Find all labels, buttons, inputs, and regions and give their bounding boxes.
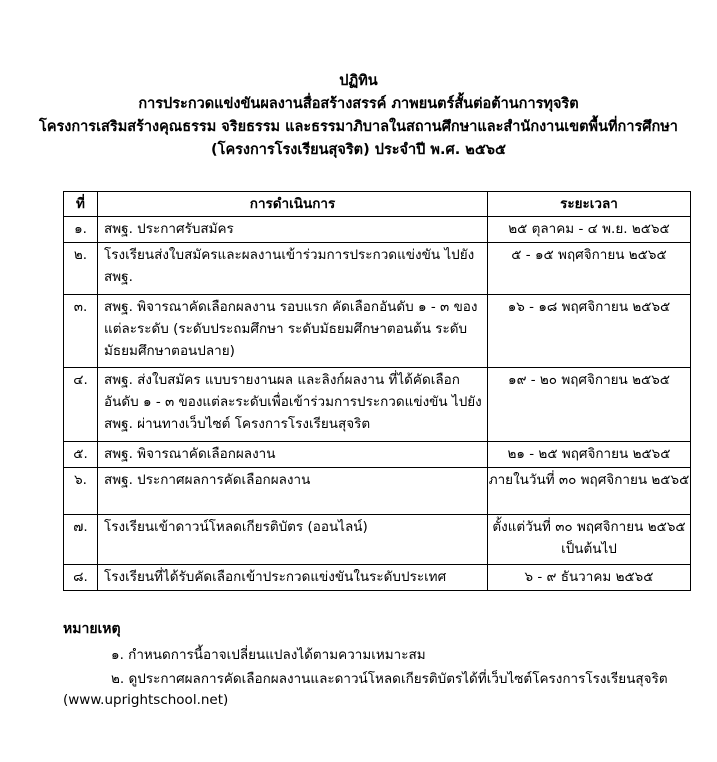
note-item-2-website: (www.uprightschool.net) bbox=[63, 692, 229, 708]
row-period: ๑๖ - ๑๘ พฤศจิกายน ๒๕๖๕ bbox=[488, 295, 691, 368]
project-year: (โครงการโรงเรียนสุจริต) ประจำปี พ.ศ. ๒๕๖๕ bbox=[211, 142, 506, 158]
schedule-table bbox=[63, 191, 691, 591]
table-header-row bbox=[64, 192, 691, 217]
row-period: ตั้งแต่วันที่ ๓๐ พฤศจิกายน ๒๕๖๕ เป็นต้นไป bbox=[488, 515, 691, 565]
row-activity: สพฐ. ส่งใบสมัคร แบบรายงานผล และลิงก์ผลงาน ที่ได้คัดเลือก อันดับ ๑ - ๓ ของแต่ละระดับเพื่อเข้าร่วมการประกวดแข่งขัน ไปยัง สพฐ. ผ่านทางเว็บไซต์ โครงการโรงเรียนสุจริต bbox=[98, 368, 488, 442]
table-row bbox=[64, 468, 691, 515]
project-name: โครงการเสริมสร้างคุณธรรม จริยธรรม และธรรมาภิบาลในสถานศึกษาและสำนักงานเขตพื้นที่การศึกษา bbox=[39, 119, 678, 135]
row-activity: สพฐ. ประกาศรับสมัคร bbox=[98, 217, 488, 243]
row-number: ๘. bbox=[64, 565, 98, 591]
row-number: ๗. bbox=[64, 515, 98, 565]
row-period: ๖ - ๙ ธันวาคม ๒๕๖๕ bbox=[488, 565, 691, 591]
row-number: ๔. bbox=[64, 368, 98, 442]
row-number: ๕. bbox=[64, 442, 98, 468]
row-number: ๒. bbox=[64, 243, 98, 295]
row-period: ๒๑ - ๒๕ พฤศจิกายน ๒๕๖๕ bbox=[488, 442, 691, 468]
table-row bbox=[64, 565, 691, 591]
table-row bbox=[64, 515, 691, 565]
header-number: ที่ bbox=[64, 192, 98, 217]
table-row bbox=[64, 295, 691, 368]
row-period: ภายในวันที่ ๓๐ พฤศจิกายน ๒๕๖๕ bbox=[488, 468, 691, 515]
table-row bbox=[64, 217, 691, 243]
header-activity: การดำเนินการ bbox=[98, 192, 488, 217]
document-title: ปฏิทิน bbox=[339, 73, 378, 89]
note-item-2: ๒. ดูประกาศผลการคัดเลือกผลงานและดาวน์โหลดเกียรติบัตรได้ที่เว็บไซต์โครงการโรงเรียนสุจริต bbox=[111, 671, 668, 687]
table-row bbox=[64, 368, 691, 442]
document-subtitle: การประกวดแข่งขันผลงานสื่อสร้างสรรค์ ภาพยนตร์สั้นต่อต้านการทุจริต bbox=[138, 96, 579, 112]
row-activity: โรงเรียนที่ได้รับคัดเลือกเข้าประกวดแข่งขันในระดับประเทศ bbox=[98, 565, 488, 591]
row-number: ๖. bbox=[64, 468, 98, 515]
row-activity: สพฐ. พิจารณาคัดเลือกผลงาน รอบแรก คัดเลือกอันดับ ๑ - ๓ ของแต่ละระดับ (ระดับประถมศึกษา ระดับมัธยมศึกษาตอนต้น ระดับมัธยมศึกษาตอนปลาย) bbox=[98, 295, 488, 368]
row-activity: โรงเรียนเข้าดาวน์โหลดเกียรติบัตร (ออนไลน์) bbox=[98, 515, 488, 565]
row-activity: สพฐ. พิจารณาคัดเลือกผลงาน bbox=[98, 442, 488, 468]
table-row bbox=[64, 243, 691, 295]
row-period: ๒๕ ตุลาคม - ๔ พ.ย. ๒๕๖๕ bbox=[488, 217, 691, 243]
row-period: ๑๙ - ๒๐ พฤศจิกายน ๒๕๖๕ bbox=[488, 368, 691, 442]
header-period: ระยะเวลา bbox=[488, 192, 691, 217]
row-number: ๑. bbox=[64, 217, 98, 243]
row-activity: โรงเรียนส่งใบสมัครและผลงานเข้าร่วมการประกวดแข่งขัน ไปยัง สพฐ. bbox=[98, 243, 488, 295]
note-item-1: ๑. กำหนดการนี้อาจเปลี่ยนแปลงได้ตามความเหมาะสม bbox=[111, 647, 426, 663]
row-number: ๓. bbox=[64, 295, 98, 368]
row-activity: สพฐ. ประกาศผลการคัดเลือกผลงาน bbox=[98, 468, 488, 515]
row-period: ๕ - ๑๕ พฤศจิกายน ๒๕๖๕ bbox=[488, 243, 691, 295]
notes-heading: หมายเหตุ bbox=[63, 621, 121, 637]
document-title-block bbox=[0, 70, 717, 162]
table-row bbox=[64, 442, 691, 468]
